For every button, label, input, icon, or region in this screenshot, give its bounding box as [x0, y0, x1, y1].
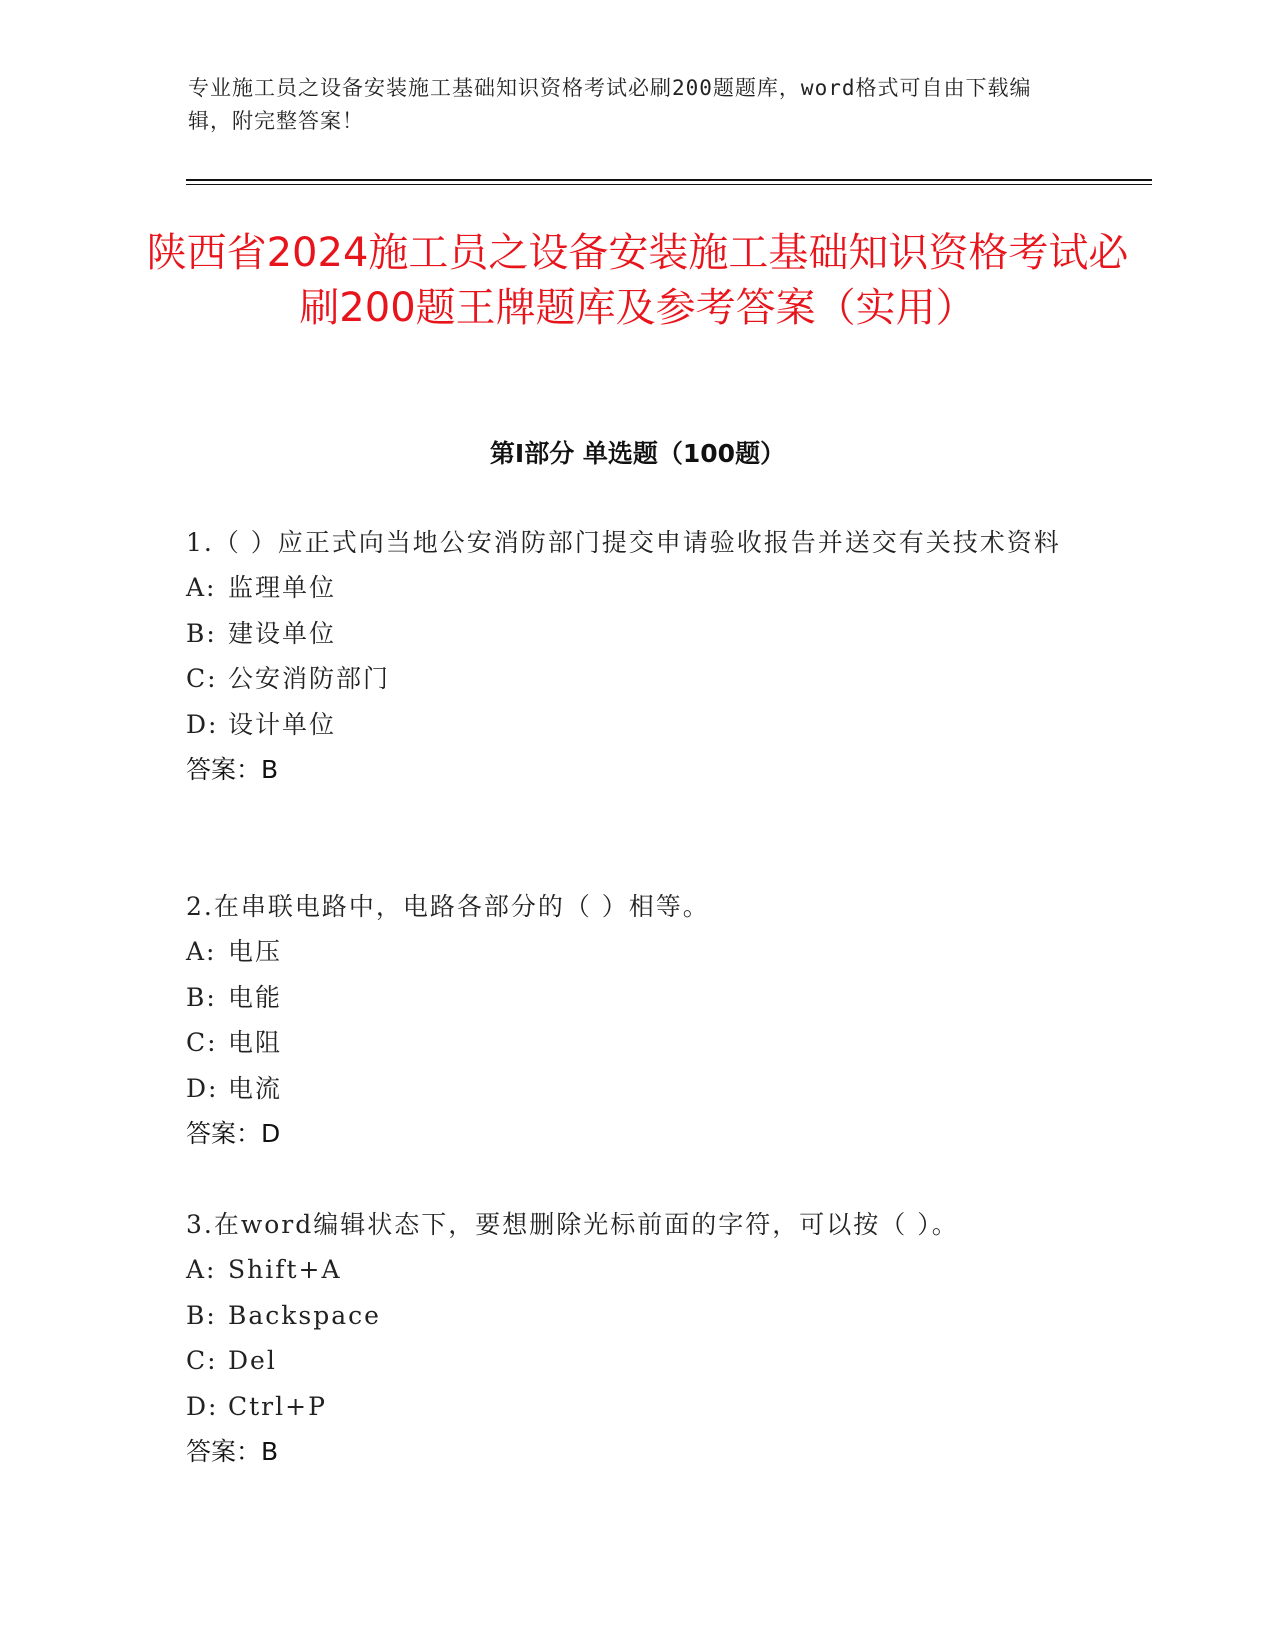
option-letter: D:: [186, 1073, 219, 1103]
question-stem: 2.在串联电路中，电路各部分的（ ）相等。: [186, 892, 710, 921]
option-text: 电流: [228, 1073, 283, 1103]
question-1: [186, 520, 1086, 792]
option-letter: B:: [186, 1300, 217, 1330]
option-text: Ctrl+P: [228, 1391, 327, 1421]
section-title: 第Ⅰ部分 单选题（100题）: [489, 439, 786, 468]
question-stem: 3.在word编辑状态下，要想删除光标前面的字符，可以按（ ）。: [186, 1210, 959, 1239]
answer-line: 答案：B: [186, 755, 279, 784]
answer-line: 答案：B: [186, 1437, 279, 1466]
option-d: [186, 702, 1086, 748]
option-text: 电压: [228, 937, 283, 966]
question-2: [186, 884, 1086, 1156]
option-text: 电阻: [228, 1028, 283, 1057]
option-text: Shift+A: [228, 1255, 342, 1284]
header-note: 专业施工员之设备安装施工基础知识资格考试必刷200题题库，word格式可自由下载编辑，附完整答案！: [188, 76, 1032, 133]
answer-line: 答案：D: [186, 1119, 281, 1148]
option-letter: C:: [186, 1346, 218, 1375]
option-text: 公安消防部门: [228, 664, 391, 693]
option-letter: A:: [186, 573, 217, 602]
header-divider-thin: [186, 184, 1152, 185]
option-list: [186, 1247, 1086, 1429]
option-letter: A:: [186, 937, 217, 966]
option-letter: A:: [186, 1255, 217, 1284]
option-d: [186, 1066, 1086, 1112]
option-letter: C:: [186, 664, 218, 693]
option-b: [186, 611, 1086, 657]
option-text: 建设单位: [228, 618, 337, 648]
option-a: [186, 565, 1086, 611]
option-list: [186, 929, 1086, 1111]
option-text: 电能: [228, 982, 283, 1012]
option-letter: C:: [186, 1028, 218, 1057]
option-c: [186, 1020, 1086, 1066]
option-c: [186, 1338, 1086, 1384]
header-divider-thick: [186, 179, 1152, 181]
document-title: 陕西省2024施工员之设备安装施工基础知识资格考试必刷200题王牌题库及参考答案（实用）: [146, 230, 1129, 331]
option-c: [186, 656, 1086, 702]
option-letter: B:: [186, 618, 217, 648]
option-letter: D:: [186, 1391, 219, 1421]
question-stem: 1.（ ）应正式向当地公安消防部门提交申请验收报告并送交有关技术资料: [186, 528, 1061, 557]
option-b: [186, 975, 1086, 1021]
option-text: 监理单位: [228, 573, 337, 602]
option-d: [186, 1384, 1086, 1430]
option-b: [186, 1293, 1086, 1339]
question-3: [186, 1202, 1086, 1474]
option-letter: D:: [186, 709, 219, 739]
option-a: [186, 1247, 1086, 1293]
option-text: Backspace: [228, 1300, 381, 1330]
option-list: [186, 565, 1086, 747]
option-a: [186, 929, 1086, 975]
option-text: 设计单位: [228, 709, 337, 739]
option-text: Del: [228, 1346, 277, 1375]
option-letter: B:: [186, 982, 217, 1012]
